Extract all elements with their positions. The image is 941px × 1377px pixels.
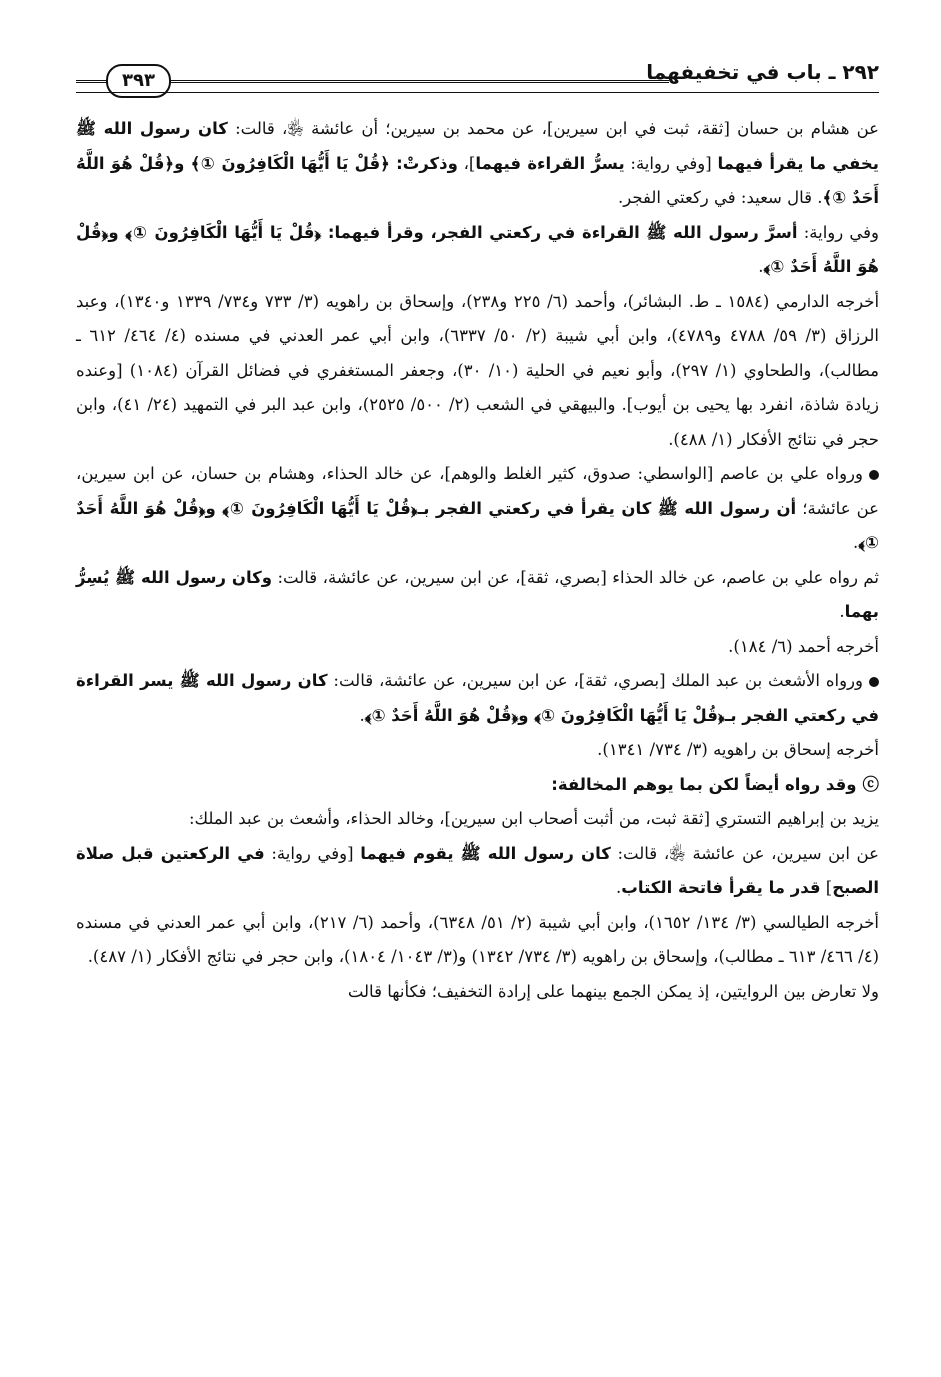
header-divider (76, 92, 879, 93)
paragraph (76, 802, 879, 837)
text-run: أخرجه الطيالسي (٣/ ١٣٤/ ١٦٥٢)، وابن أبي شيبة (٢/ ٥١/ ٦٣٤٨)، وأحمد (٦/ ٢١٧)، وابن أبي عمر العدني في مسنده (٤/ ٤٦٦/ ٦١٣ ـ مطالب)، وإسحاق بن راهويه (٣/ ٧٣٤/ ١٣٤٢) و(٣/ ١٠٤٣/ ١٨٠٤)، وابن حجر في نتائج الأفكار (١/ ٤٨٧). (76, 912, 879, 966)
text-run: ] (820, 878, 833, 897)
text-run: ورواه الأشعث بن عبد الملك [بصري، ثقة]، عن ابن سيرين، عن عائشة، قالت: (327, 671, 863, 690)
page-body (76, 112, 879, 1009)
text-run: ورواه علي بن عاصم [الواسطي: صدوق، كثير الغلط والوهم]، عن خالد الحذاء، وهشام بن حسان، عن ابن سيرين، عن عائشة؛ (76, 464, 880, 518)
bold-text-run: كان رسول الله ﷺ يسر القراءة في ركعتي الفجر بـ﴿قُلْ يَا أَيُّهَا الْكَافِرُونَ ①﴾ و﴿قُلْ هُوَ اللَّهُ أَحَدٌ ①﴾ (76, 671, 879, 725)
text-run: [وفي رواية: (624, 153, 718, 173)
text-run: أخرجه أحمد (٦/ ١٨٤). (728, 636, 879, 656)
paragraph (76, 837, 879, 906)
paragraph (76, 112, 879, 216)
bold-text-run: وذكرتْ: (396, 153, 458, 173)
bullet-dot-icon (869, 677, 879, 687)
text-run: ثم رواه علي بن عاصم، عن خالد الحذاء [بصري، ثقة]، عن ابن سيرين، عن عائشة، قالت: (272, 567, 879, 587)
paragraph (76, 768, 879, 803)
text-run: أخرجه إسحاق بن راهويه (٣/ ٧٣٤/ ١٣٤١). (597, 740, 879, 759)
paragraph (76, 630, 879, 665)
paragraph (76, 733, 879, 768)
text-run: ]، (457, 153, 476, 173)
text-run: ولا تعارض بين الروايتين، إذ يمكن الجمع بينهما على إرادة التخفيف؛ فكأنها قالت (347, 981, 879, 1001)
bold-text-run: ﴿قُلْ يَا أَيُّهَا الْكَافِرُونَ ①﴾ و﴿قُلْ هُوَ اللَّهُ أَحَدٌ ①﴾ (76, 153, 879, 207)
paragraph (76, 285, 879, 458)
text-run: عن هشام بن حسان [ثقة، ثبت في ابن سيرين]، عن محمد بن سيرين؛ أن عائشة ﵂، قالت: (227, 119, 879, 138)
page-number: ٣٩٣ (106, 64, 171, 98)
text-run: . (359, 705, 365, 725)
paragraph (76, 975, 879, 1010)
bullet-dot-icon (869, 470, 879, 480)
text-run: عن ابن سيرين، عن عائشة ﵂، قالت: (610, 843, 879, 863)
text-run: أخرجه الدارمي (١٥٨٤ ـ ط. البشائر)، وأحمد (٦/ ٢٢٥ و٢٣٨)، وإسحاق بن راهويه (٣/ ٧٣٣ و٧٣٤/ ١٣٣٩ و١٣٤٠)، وعبد الرزاق (٣/ ٥٩/ ٤٧٨٨ و٤٧٨٩)، وابن أبي شيبة (٢/ ٥٠/ ٦٣٣٧)، وابن أبي عمر العدني في مسنده (٤/ ٤٦٤/ ٦١٢ ـ مطالب)، والطحاوي (١/ ٢٩٧)، وأبو نعيم في الحلية (١٠/ ٣٠)، وجعفر المستغفري في فضائل القرآن (١٠٨٤) [وعنده زيادة شاذة، انفرد بها يحيى بن أيوب]. والبيهقي في الشعب (٢/ ٥٠٠/ ٢٥٢٥)، وابن عبد البر في التمهيد (٢٤/ ٤١)، وابن حجر في نتائج الأفكار (١/ ٤٨٨). (76, 291, 880, 449)
paragraph (76, 664, 879, 733)
section-marker-icon: ⓒ (862, 774, 879, 794)
paragraph (76, 216, 879, 285)
bold-text-run: قدر ما يقرأ فاتحة الكتاب (621, 878, 821, 897)
bold-text-run: أسرَّ رسول الله ﷺ القراءة في ركعتي الفجر، وقرأ فيهما: ﴿قُلْ يَا أَيُّهَا الْكَافِرُونَ ①﴾ و﴿قُلْ هُوَ اللَّهُ أَحَدٌ ①﴾ (76, 222, 879, 276)
page-header (76, 52, 879, 98)
text-run: . (839, 602, 845, 621)
text-run: وفي رواية: (797, 222, 879, 242)
bold-text-run: في الركعتين قبل صلاة الصبح (76, 843, 879, 897)
bold-text-run: كان رسول الله ﷺ يقوم فيهما (360, 843, 611, 863)
text-run: . (758, 257, 764, 276)
bold-text-run: وكان رسول الله ﷺ يُسِرُّ بهما (76, 567, 879, 621)
bold-text-run: يسرُّ القراءة فيهما (475, 153, 625, 173)
chapter-title: ٢٩٢ ـ باب في تخفيفهما (646, 60, 879, 84)
bold-text-run: أن رسول الله ﷺ كان يقرأ في ركعتي الفجر بـ﴿قُلْ يَا أَيُّهَا الْكَافِرُونَ ①﴾ و﴿قُلْ هُوَ اللَّهُ أَحَدٌ ①﴾ (76, 498, 879, 552)
bold-text-run: وقد رواه أيضاً لكن بما يوهم المخالفة: (551, 774, 857, 794)
paragraph (76, 906, 879, 975)
text-run: . قال سعيد: في ركعتي الفجر. (618, 188, 823, 207)
text-run: يزيد بن إبراهيم التستري [ثقة ثبت، من أثبت أصحاب ابن سيرين]، وخالد الحذاء، وأشعث بن عبد الملك: (188, 809, 879, 828)
bold-text-run: كان رسول الله ﷺ يخفي ما يقرأ فيهما (76, 119, 879, 173)
paragraph (76, 457, 879, 561)
text-run: . (852, 533, 859, 552)
text-run: . (616, 878, 622, 897)
paragraph (76, 561, 879, 630)
text-run: [وفي رواية: (264, 843, 361, 863)
